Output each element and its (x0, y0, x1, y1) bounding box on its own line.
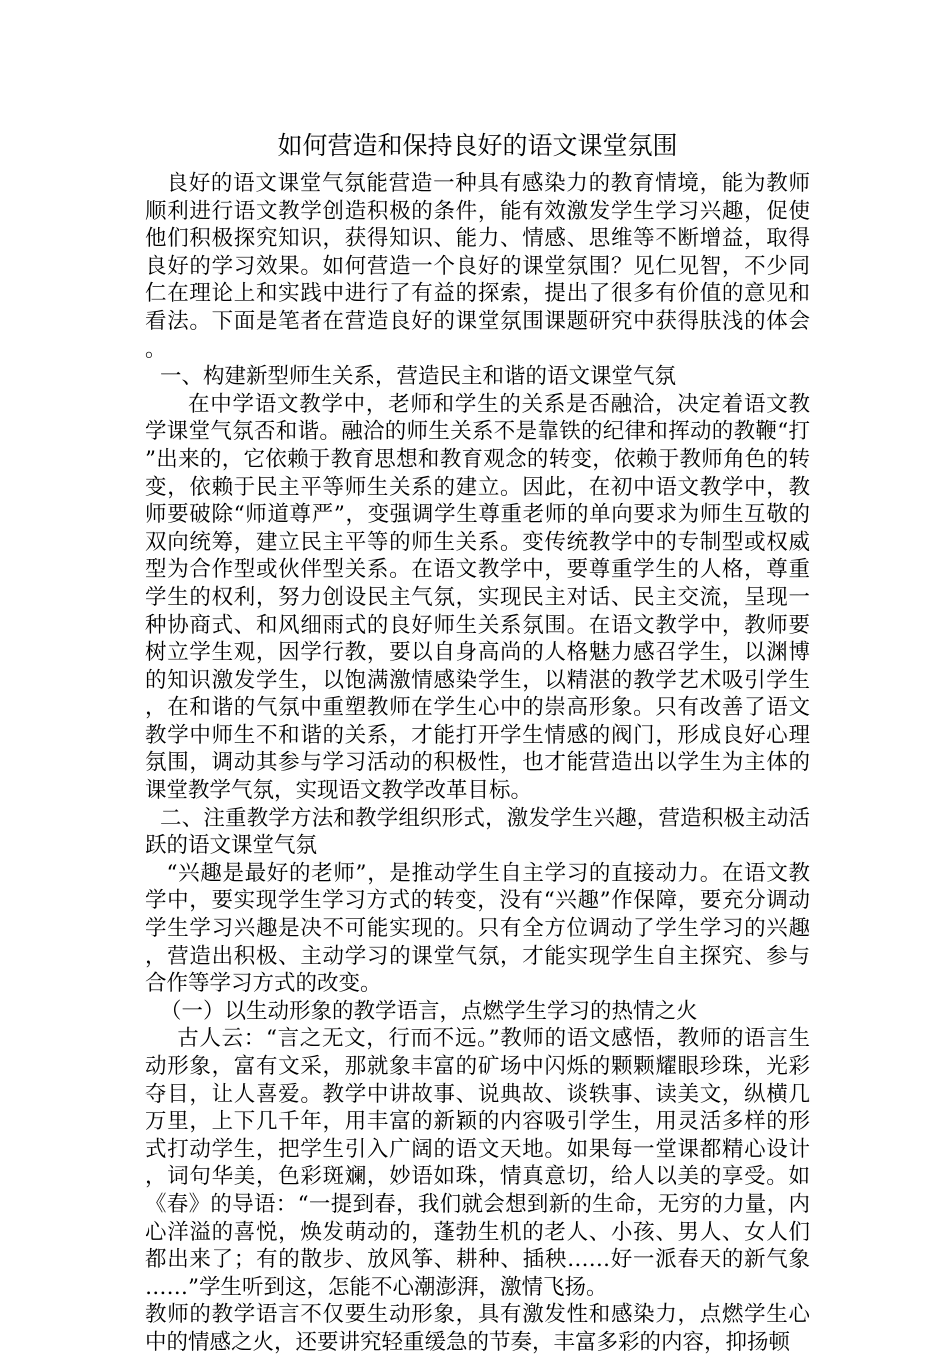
subsection-heading-1: （一）以生动形象的教学语言，点燃学生学习的热情之火 (160, 998, 698, 1024)
intro-paragraph: 良好的语文课堂气氛能营造一种具有感染力的教育情境，能为教师顺利进行语文教学创造积极的条件，能有效激发学生学习兴趣，促使他们积极探究知识，获得知识、能力、情感、思维等不断增益，取得良好的学习效果。如何营造一个良好的课堂氛围？见仁见智，不少同仁在理论上和实践中进行了有益的探索，提出了很多有价值的意见和看法。下面是笔者在营造良好的课堂氛围课题研究中获得肤浅的体会。 (145, 171, 810, 362)
subsection-1-paragraph-continued: 教师的教学语言不仅要生动形象，具有激发性和感染力，点燃学生心中的情感之火，还要讲究轻重缓急的节奏，丰富多彩的内容，抑扬顿 (145, 1302, 810, 1355)
section-heading-2: 二、注重教学方法和教学组织形式，激发学生兴趣，营造积极主动活跃的语文课堂气氛 (145, 805, 810, 859)
document-title: 如何营造和保持良好的语文课堂氛围 (277, 131, 678, 160)
section-1-paragraph: 在中学语文教学中，老师和学生的关系是否融洽，决定着语文教学课堂气氛否和谐。融洽的师生关系不是靠铁的纪律和挥动的教鞭“打”出来的，它依赖于教育思想和教育观念的转变，依赖于教师角色的转变，依赖于民主平等师生关系的建立。因此，在初中语文教学中，教师要破除“师道尊严”，变强调学生尊重老师的单向要求为师生互敬的双向统筹，建立民主平等的师生关系。变传统教学中的专制型或权威型为合作型或伙伴型关系。在语文教学中，要尊重学生的人格，尊重学生的权利，努力创设民主气氛，实现民主对话、民主交流，呈现一种协商式、和风细雨式的良好师生关系氛围。在语文教学中，教师要树立学生观，因学行教，要以自身高尚的人格魅力感召学生，以渊博的知识激发学生，以饱满激情感染学生，以精湛的教学艺术吸引学生，在和谐的气氛中重塑教师在学生心中的崇高形象。只有改善了语文教学中师生不和谐的关系，才能打开学生情感的阀门，形成良好心理氛围，调动其参与学习活动的积极性，也才能营造出以学生为主体的课堂教学气氛，实现语文教学改革目标。 (145, 391, 810, 804)
subsection-1-paragraph: 古人云：“言之无文，行而不远。”教师的语文感悟，教师的语言生动形象，富有文采，那就象丰富的矿场中闪烁的颗颗耀眼珍珠，光彩夺目，让人喜爱。教学中讲故事、说典故、谈轶事、读美文，纵横几万里，上下几千年，用丰富的新颖的内容吸引学生，用灵活多样的形式打动学生，把学生引入广阔的语文天地。如果每一堂课都精心设计，词句华美，色彩斑斓，妙语如珠，情真意切，给人以美的享受。如《春》的导语：“一提到春，我们就会想到新的生命，无穷的力量，内心洋溢的喜悦，焕发萌动的，蓬勃生机的老人、小孩、男人、女人们都出来了；有的散步、放风筝、耕种、插秧……好一派春天的新气象……”学生听到这，怎能不心潮澎湃，激情飞扬。 (145, 1026, 810, 1300)
document-page (145, 130, 810, 1357)
section-heading-1: 一、构建新型师生关系，营造民主和谐的语文课堂气氛 (160, 364, 677, 390)
section-2-paragraph: “兴趣是最好的老师”，是推动学生自主学习的直接动力。在语文教学中，要实现学生学习方式的转变，没有“兴趣”作保障，要充分调动学生学习兴趣是决不可能实现的。只有全方位调动了学生学习的兴趣，营造出积极、主动学习的课堂气氛，才能实现学生自主探究、参与合作等学习方式的改变。 (145, 860, 810, 997)
